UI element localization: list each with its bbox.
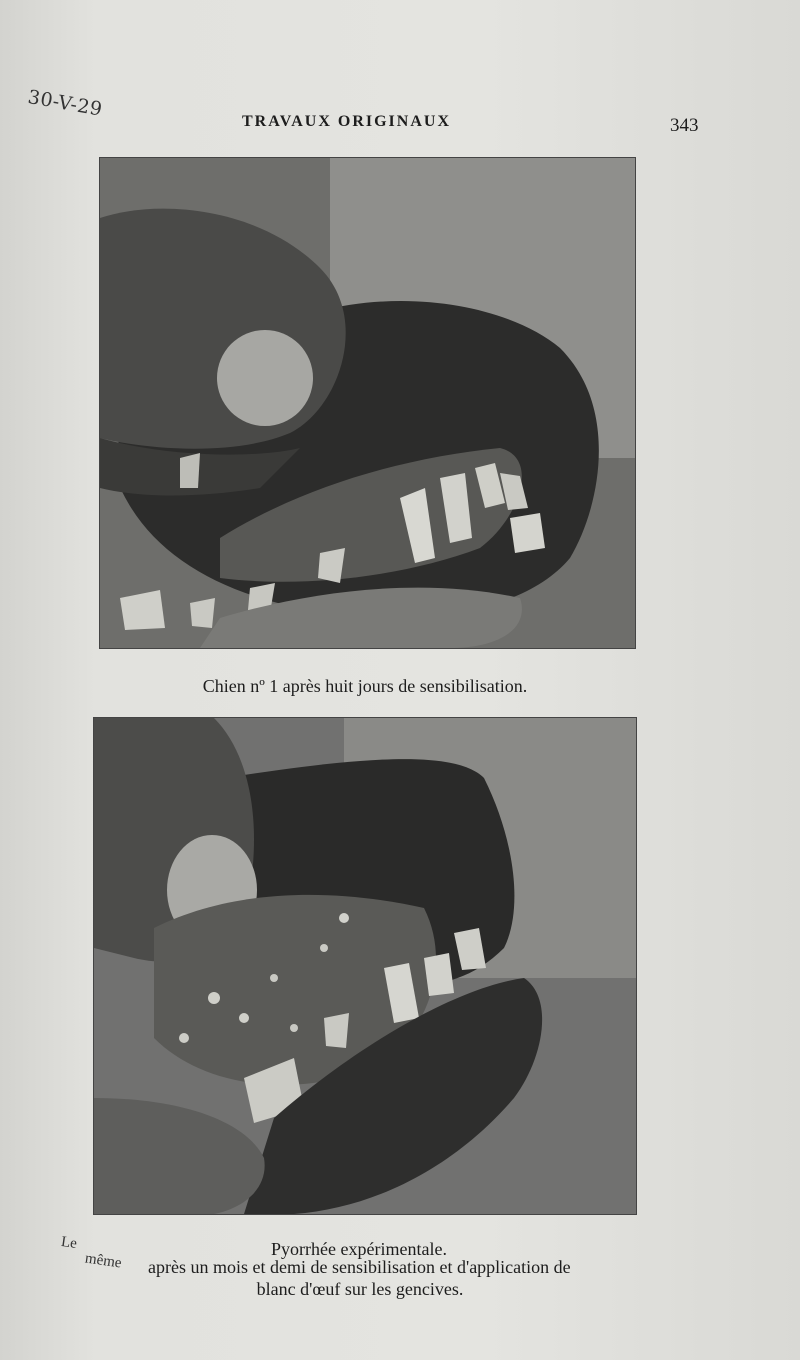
photo-dog-mouth-2 — [94, 718, 636, 1214]
figure-2-caption-title: Pyorrhée expérimentale. — [271, 1239, 447, 1259]
margin-note-line: même — [83, 1250, 123, 1272]
running-head: TRAVAUX ORIGINAUX — [242, 113, 451, 130]
handwritten-date: 30-V-29 — [26, 86, 105, 121]
figure-2-caption-line: blanc d'œuf sur les gencives. — [256, 1279, 464, 1299]
page-number: 343 — [670, 115, 699, 136]
margin-note-line: Le — [60, 1234, 78, 1253]
figure-2-caption-line: après un mois et demi de sensibilisation et d'application de — [148, 1257, 571, 1277]
photo-dog-mouth-1 — [100, 158, 635, 648]
figure-1-caption: Chien nº 1 après huit jours de sensibilisation. — [202, 676, 528, 696]
